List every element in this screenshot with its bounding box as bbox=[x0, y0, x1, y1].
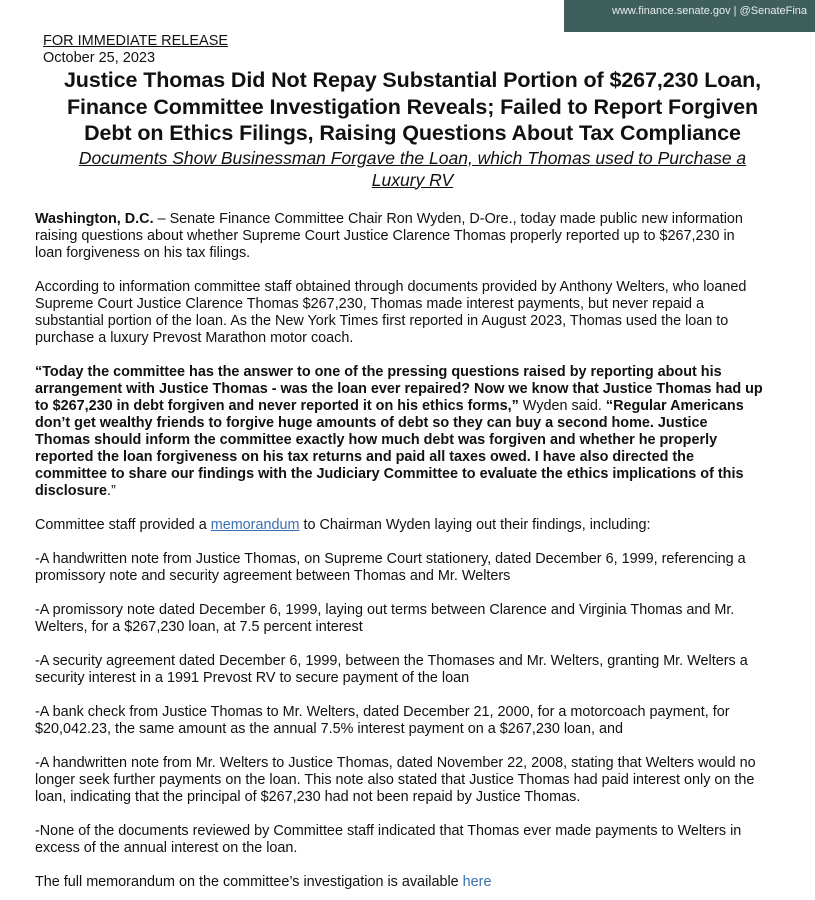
finding-item bbox=[35, 755, 790, 806]
finding-text: -A promissory note dated December 6, 1999, laying out terms between Clarence and Virginia Thomas and Mr. bbox=[35, 601, 735, 618]
finding-text: promissory note and security agreement between Thomas and Mr. Welters bbox=[35, 567, 511, 584]
paragraph-text: to Chairman Wyden laying out their findings, including: bbox=[299, 516, 651, 533]
quote-text: “Today the committee has the answer to one of the pressing questions raised by reporting about his bbox=[35, 363, 722, 380]
quote-text: .” bbox=[106, 482, 116, 499]
paragraph-text: purchase a luxury Prevost Marathon motor coach. bbox=[35, 329, 354, 346]
subheadline bbox=[35, 147, 790, 191]
release-date: October 25, 2023 bbox=[43, 50, 156, 66]
finding-item bbox=[35, 602, 790, 636]
headline bbox=[35, 67, 790, 147]
paragraph-text: Committee staff provided a bbox=[35, 516, 211, 533]
headline-line: Debt on Ethics Filings, Raising Questions About Tax Compliance bbox=[84, 121, 741, 145]
finding-item bbox=[35, 823, 790, 857]
full-memo-link[interactable]: here bbox=[462, 873, 492, 890]
headline-line: Finance Committee Investigation Reveals; Failed to Report Forgiven bbox=[66, 94, 759, 119]
finding-text: excess of the annual interest on the loan. bbox=[35, 839, 298, 856]
finding-text: $20,042.23, the same amount as the annual 7.5% interest payment on a $267,230 loan, and bbox=[35, 720, 624, 737]
finding-text: security interest in a 1991 Prevost RV to secure payment of the loan bbox=[35, 669, 470, 686]
quote-text: committee to share our findings with the Judiciary Committee to evaluate the ethics implications of this bbox=[35, 465, 744, 482]
memorandum-link[interactable]: memorandum bbox=[210, 516, 300, 533]
quote-text: arrangement with Justice Thomas - was the loan ever repaired? Now we know that Justice Thomas had up bbox=[35, 380, 763, 397]
paragraph-final bbox=[35, 874, 790, 891]
paragraph-memo bbox=[35, 517, 790, 534]
finding-item bbox=[35, 653, 790, 687]
attribution-text: Wyden said. bbox=[518, 397, 606, 414]
paragraph-text: According to information committee staff obtained through documents provided by Anthony Welters, who loaned bbox=[35, 278, 747, 295]
subheadline-line: Luxury RV bbox=[371, 169, 454, 190]
headline-line: Justice Thomas Did Not Repay Substantial Portion of $267,230 Loan, bbox=[63, 68, 762, 92]
paragraph-text: Supreme Court Justice Clarence Thomas $267,230, Thomas made interest payments, but never repaid a bbox=[35, 295, 704, 312]
paragraph-text: substantial portion of the loan. As the New York Times first reported in August 2023, Thomas used the loan to bbox=[35, 312, 729, 329]
quote-text: reported the loan forgiveness on his tax returns and paid all taxes owed. I have also directed the bbox=[35, 448, 694, 465]
site-url-text: www.finance.senate.gov | @SenateFina bbox=[612, 5, 808, 17]
site-url-banner bbox=[564, 0, 815, 32]
paragraph-text: raising questions about whether Supreme Court Justice Clarence Thomas properly reported up to $267,230 in bbox=[35, 227, 735, 244]
finding-item bbox=[35, 551, 790, 585]
press-release bbox=[35, 33, 790, 891]
quote-text: Thomas should inform the committee exactly how much debt was forgiven and whether he properly bbox=[35, 431, 718, 448]
finding-text: -A handwritten note from Mr. Welters to Justice Thomas, dated November 22, 2008, stating that Welters would no bbox=[35, 754, 756, 771]
quote-text: disclosure bbox=[35, 482, 107, 499]
paragraph-quote bbox=[35, 364, 790, 500]
finding-text: -A bank check from Justice Thomas to Mr. Welters, dated December 21, 2000, for a motorcoach payment, for bbox=[35, 703, 730, 720]
quote-text: don’t get wealthy friends to forgive huge amounts of debt so they can buy a second home. Justice bbox=[35, 414, 708, 431]
dateline: Washington, D.C. bbox=[35, 210, 154, 227]
release-label: FOR IMMEDIATE RELEASE bbox=[43, 33, 229, 49]
quote-text: “Regular Americans bbox=[605, 397, 744, 414]
finding-item bbox=[35, 704, 790, 738]
finding-text: Welters, for a $267,230 loan, at 7.5 percent interest bbox=[35, 618, 363, 635]
finding-text: longer seek further payments on the loan. This note also stated that Justice Thomas had paid interest only on the bbox=[35, 771, 755, 788]
finding-text: -A security agreement dated December 6, 1999, between the Thomases and Mr. Welters, granting Mr. Welters a bbox=[35, 652, 748, 669]
subheadline-line: Documents Show Businessman Forgave the Loan, which Thomas used to Purchase a bbox=[78, 147, 747, 168]
paragraph-background bbox=[35, 279, 790, 347]
quote-text: to $267,230 in debt forgiven and never reported it on his ethics forms,” bbox=[35, 397, 519, 414]
finding-text: -A handwritten note from Justice Thomas, on Supreme Court stationery, dated December 6, 1999, referencing a bbox=[35, 550, 746, 567]
paragraph-text: – Senate Finance Committee Chair Ron Wyden, D-Ore., today made public new information bbox=[153, 210, 743, 227]
finding-text: -None of the documents reviewed by Committee staff indicated that Thomas ever made payments to Welters in bbox=[35, 822, 742, 839]
paragraph-intro bbox=[35, 211, 790, 262]
paragraph-text: The full memorandum on the committee’s investigation is available bbox=[35, 873, 463, 890]
paragraph-text: loan forgiveness on his tax filings. bbox=[35, 244, 251, 261]
finding-text: loan, indicating that the principal of $267,230 had not been repaid by Justice Thomas. bbox=[35, 788, 581, 805]
